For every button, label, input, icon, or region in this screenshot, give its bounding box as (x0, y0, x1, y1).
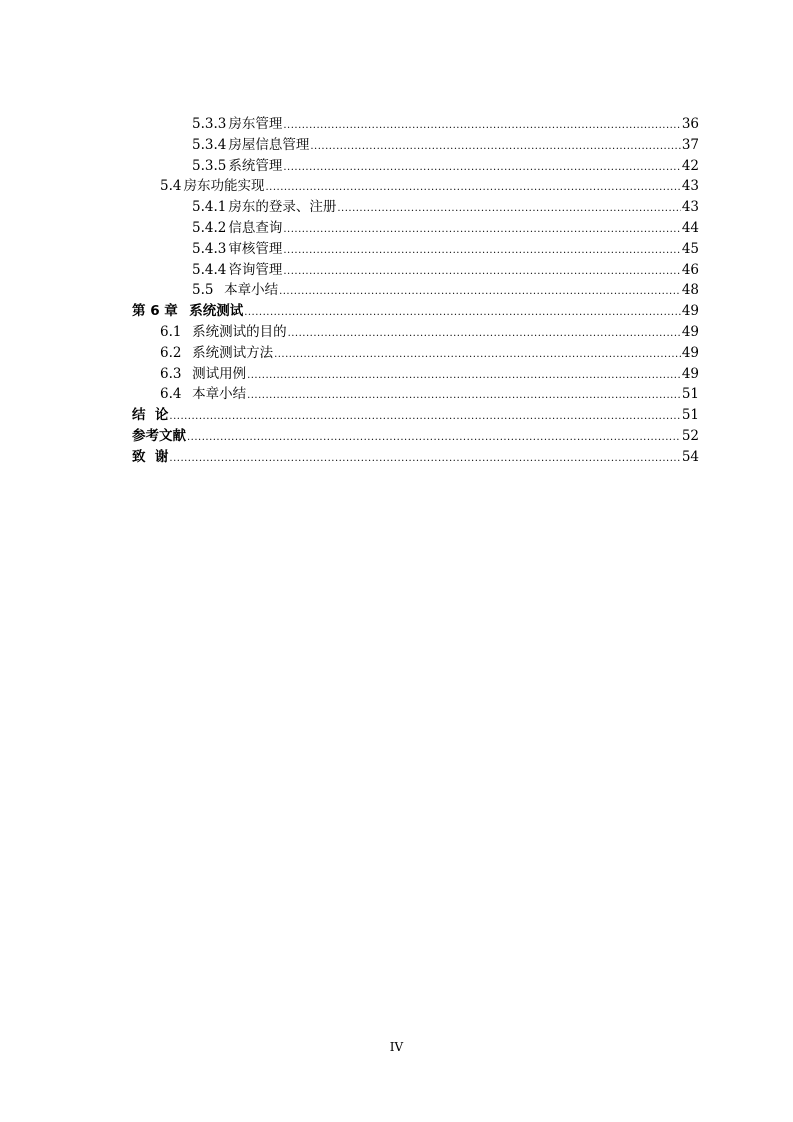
toc-dot-leader (169, 407, 680, 428)
toc-entry-page: 37 (681, 136, 699, 153)
toc-entry-text: 房东功能实现 (183, 178, 265, 195)
toc-entry-text: 咨询管理 (228, 261, 283, 278)
toc-entry-title (132, 426, 186, 447)
toc-entry-page: 51 (681, 386, 699, 403)
toc-dot-leader (283, 220, 680, 241)
toc-dot-leader (274, 345, 681, 366)
toc-entry[interactable] (132, 322, 699, 343)
page-number-footer: IV (389, 1040, 404, 1054)
toc-entry-page: 43 (681, 199, 699, 216)
toc-dot-leader (244, 303, 681, 324)
toc-entry-title (192, 280, 278, 301)
toc-entry-text: 房东的登录、注册 (228, 199, 337, 216)
toc-entry-text: 测试用例 (183, 365, 247, 382)
toc-entry-text: 房东管理 (228, 116, 283, 132)
toc-entry-page: 46 (681, 261, 699, 278)
toc-dot-leader (337, 199, 680, 220)
toc-entry-number: 5.4.1 (192, 199, 227, 216)
toc-entry-text: 系统管理 (228, 157, 283, 174)
toc-entry-text: 本章小结 (215, 282, 279, 299)
toc-entry-number: 6.1 (160, 323, 182, 340)
toc-entry-number: 5.3.4 (192, 136, 227, 153)
toc-entry-title (132, 405, 168, 426)
toc-entry-page: 52 (681, 427, 699, 444)
toc-entry-title (192, 135, 309, 156)
toc-entry-page: 49 (681, 323, 699, 340)
toc-entry-title (160, 384, 246, 405)
toc-entry-number: 5.3.5 (192, 157, 227, 174)
toc-dot-leader (283, 158, 680, 179)
toc-entry-page: 42 (681, 157, 699, 174)
toc-entry-number: 6.3 (160, 365, 182, 382)
toc-entry-title (160, 364, 246, 385)
toc-entry[interactable] (132, 239, 699, 260)
toc-entry-page: 49 (681, 344, 699, 361)
toc-entry-title (160, 322, 287, 343)
toc-entry[interactable] (132, 447, 699, 468)
toc-entry-title (192, 260, 282, 281)
toc-entry-number: 5.3.3 (192, 116, 227, 132)
toc-entry-page: 45 (681, 240, 699, 257)
toc-dot-leader (279, 282, 681, 303)
toc-entry-text: 致 谢 (132, 448, 169, 465)
toc-entry-number: 6.4 (160, 386, 182, 403)
toc-dot-leader (247, 366, 681, 387)
toc-entry-title (192, 114, 282, 135)
toc-entry-number: 5.4.4 (192, 261, 227, 278)
toc-entry-text: 参考文献 (132, 427, 186, 444)
toc-entry-text: 审核管理 (228, 240, 283, 257)
toc-entry[interactable] (132, 384, 699, 405)
toc-entry[interactable] (132, 364, 699, 385)
toc-dot-leader (247, 386, 681, 407)
toc-entry[interactable] (132, 426, 699, 447)
toc-entry-title (132, 301, 243, 322)
toc-entry-page: 51 (681, 407, 699, 424)
toc-entry-title (160, 343, 273, 364)
toc-entry-number: 第 6 章 (132, 303, 178, 320)
toc-entry-text: 信息查询 (228, 219, 283, 236)
toc-entry-page: 48 (681, 282, 699, 299)
toc-entry-number: 5.5 (192, 282, 214, 299)
toc-entry-page: 54 (681, 448, 699, 465)
toc-entry[interactable] (132, 405, 699, 426)
toc-entry-title (192, 239, 282, 260)
toc-dot-leader (283, 262, 680, 283)
toc-dot-leader (169, 449, 680, 470)
toc-entry-page: 49 (681, 303, 699, 320)
toc-entry-page: 43 (681, 178, 699, 195)
toc-dot-leader (288, 324, 681, 345)
toc-entry-number: 5.4.2 (192, 219, 227, 236)
toc-dot-leader (310, 137, 680, 158)
toc-entry-page: 36 (681, 116, 699, 132)
toc-entry[interactable] (132, 114, 699, 135)
toc-entry-text: 系统测试的目的 (183, 323, 287, 340)
toc-entry-title (132, 447, 168, 468)
table-of-contents (132, 114, 699, 468)
toc-entry[interactable] (132, 260, 699, 281)
toc-entry-text: 本章小结 (183, 386, 247, 403)
toc-entry-title (160, 176, 264, 197)
toc-dot-leader (283, 116, 680, 137)
toc-entry-text: 系统测试 (179, 303, 244, 320)
toc-entry-number: 5.4 (160, 178, 182, 195)
toc-dot-leader (265, 178, 680, 199)
toc-dot-leader (283, 241, 680, 262)
toc-entry[interactable] (132, 135, 699, 156)
toc-entry[interactable] (132, 176, 699, 197)
toc-entry-text: 房屋信息管理 (228, 136, 310, 153)
toc-entry-number: 6.2 (160, 344, 182, 361)
toc-entry[interactable] (132, 218, 699, 239)
toc-entry-page: 49 (681, 365, 699, 382)
toc-entry[interactable] (132, 156, 699, 177)
toc-entry-title (192, 218, 282, 239)
toc-entry-text: 结 论 (132, 407, 169, 424)
toc-entry[interactable] (132, 280, 699, 301)
toc-dot-leader (187, 428, 681, 449)
toc-entry-text: 系统测试方法 (183, 344, 274, 361)
toc-entry-title (192, 197, 336, 218)
toc-entry-title (192, 156, 282, 177)
toc-entry-number: 5.4.3 (192, 240, 227, 257)
toc-entry-page: 44 (681, 219, 699, 236)
toc-entry[interactable] (132, 197, 699, 218)
toc-entry[interactable] (132, 343, 699, 364)
toc-entry[interactable] (132, 301, 699, 322)
